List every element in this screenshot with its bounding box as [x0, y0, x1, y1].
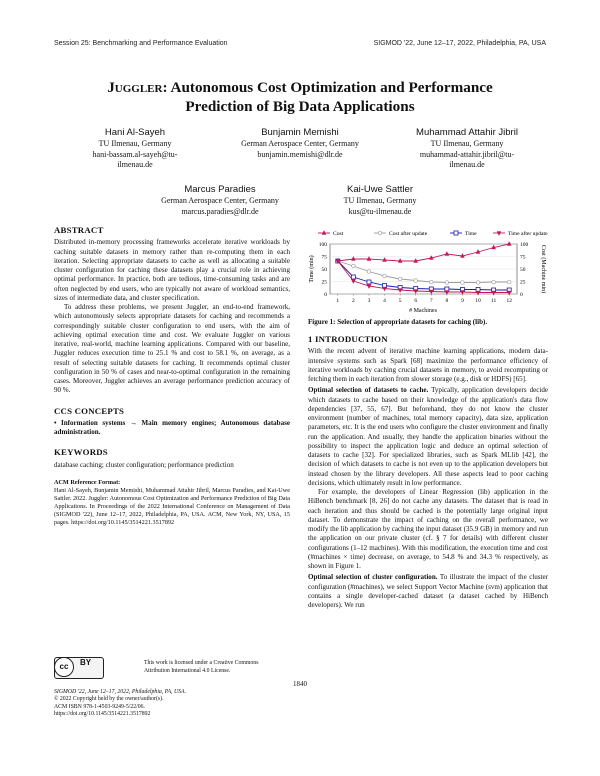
author-name: Muhammad Attahir Jibril	[416, 127, 518, 138]
author-block	[70, 127, 200, 171]
data-point	[454, 231, 458, 235]
x-tick-label: 10	[475, 298, 481, 304]
x-tick-label: 9	[461, 298, 464, 304]
legend-label: Cost after update	[389, 231, 428, 237]
author-email: kus@tu-ilmenau.de	[348, 206, 412, 216]
y-axis-label-left: Time (min)	[309, 255, 315, 283]
legend-item	[493, 230, 548, 237]
data-point	[352, 264, 356, 268]
copyright-line: ACM ISBN 978-1-4503-9249-5/22/06.	[54, 703, 145, 710]
y-axis-label-right: Cost (Machine min)	[540, 244, 546, 294]
series-cost-after-update	[336, 259, 511, 284]
data-point	[367, 270, 371, 274]
running-header-right: SIGMOD '22, June 12–17, 2022, Philadelphia, PA, USA	[373, 40, 546, 47]
intro-paragraph	[308, 386, 548, 488]
legend-item	[450, 231, 477, 237]
copyright-line: © 2022 Copyright held by the owner/author(s).	[54, 696, 164, 703]
author-block	[210, 127, 390, 160]
data-point	[429, 280, 433, 284]
series-line	[338, 261, 509, 293]
data-point	[398, 277, 402, 281]
intro-paragraph	[308, 573, 548, 610]
license-text	[144, 660, 294, 675]
ccs-text: • Information systems → Main memory engines; Autonomous database administration.	[54, 418, 290, 436]
y-tick-label-left: 100	[318, 242, 327, 248]
y-tick-label-right: 25	[520, 279, 526, 286]
legend-label: Time	[465, 231, 477, 237]
y-tick-label-left: 75	[321, 254, 327, 261]
data-point	[414, 290, 418, 294]
series-line	[338, 261, 509, 283]
legend-label: Time after update	[508, 231, 548, 237]
author-email-cont: ilmenau.de	[117, 160, 153, 169]
right-column	[308, 335, 548, 610]
page-number: 1840	[293, 680, 307, 688]
author-affiliation: TU Ilmenau, Germany	[343, 196, 417, 205]
series-cost	[336, 242, 511, 263]
figure-chart	[308, 226, 548, 316]
cc-by-label: BY	[80, 658, 92, 667]
author-name: Marcus Paradies	[184, 184, 256, 195]
left-column	[54, 226, 290, 527]
series-line	[338, 244, 509, 261]
x-tick-label: 2	[352, 298, 355, 304]
acm-ref-text: Hani Al-Sayeh, Bunjamin Memishi, Muhammad Attahir Jibril, Marcus Paradies, and Kai-Uwe Sattler. 2022. Juggler: Autonomous Cost Optimization and Performance Prediction of Big Data Applications. In Proceedings of the 2022 International Conference on Management of Data (SIGMOD '22), June 12–17, 2022, Philadelphia, PA, USA. ACM, New York, NY, USA, 15 pages. https://doi.org/10.1145/3514221.3517892	[54, 486, 290, 527]
data-point	[445, 252, 449, 256]
y-tick-label-right: 100	[520, 242, 529, 248]
data-point	[414, 279, 418, 283]
copyright-block	[54, 689, 290, 719]
license-line: Attribution International 4.0 License.	[144, 667, 231, 674]
chart-legend	[318, 230, 548, 237]
data-point	[507, 242, 511, 246]
x-tick-label: 7	[429, 298, 433, 304]
license-line: This work is licensed under a Creative Commons	[144, 660, 259, 666]
author-block	[300, 184, 460, 217]
cc-icon: cc	[54, 657, 74, 677]
acm-ref-heading: ACM Reference Format:	[54, 478, 121, 486]
legend-item	[318, 231, 344, 238]
chart-ticks	[319, 242, 529, 304]
x-tick-label: 5	[398, 298, 402, 304]
y-tick-label-right: 50	[520, 267, 526, 273]
author-block	[125, 184, 315, 217]
x-tick-label: 6	[414, 298, 418, 304]
data-point	[492, 280, 496, 284]
data-point	[367, 257, 371, 261]
data-point	[378, 231, 382, 235]
x-tick-label: 12	[506, 298, 512, 304]
author-email-cont: ilmenau.de	[449, 160, 485, 169]
data-point	[351, 257, 355, 261]
system-name: Juggler	[107, 79, 163, 96]
x-tick-label: 1	[336, 298, 340, 304]
para-lead: Optimal selection of datasets to cache.	[308, 386, 429, 395]
figure-caption: Figure 1: Selection of appropriate datasets for caching (lib).	[308, 318, 488, 326]
y-tick-label-left: 25	[321, 279, 327, 286]
y-tick-label-right: 0	[520, 292, 523, 298]
keywords-text: database caching; cluster configuration; performance prediction	[54, 460, 234, 469]
intro-paragraph: For example, the developers of Linear Regression (lib) application in the HiBench benchmark [8, 26] do not cache any datasets. The dataset that is read in each iteration and thus should be cached is the potentially large original input dataset. To demonstrate the impact of caching on the overall performance, we modify the lib application by caching the input dataset (35.9 GB) in memory and run the application on our private cluster (cf. § 7 for details) with different cluster configurations (1–12 machines). With this modification, the execution time and cost (#machines × time) decrease, on average, to 54.8 % and 34.3 % respectively, as shown in Figure 1.	[308, 488, 548, 570]
y-tick-label-left: 0	[324, 292, 327, 298]
intro-paragraph: With the recent advent of iterative machine learning applications, modern data-intensive systems such as Spark [68] maximize the performance efficiency of iterative workloads by caching crucial datasets in memory, to avoid recomputing or fetching them in each iteration from slower storage (e.g., disk or HDFS) [65].	[308, 347, 548, 383]
data-point	[351, 275, 355, 279]
running-header-left: Session 25: Benchmarking and Performance Evaluation	[54, 40, 228, 47]
data-point	[429, 290, 433, 294]
author-name: Kai-Uwe Sattler	[347, 184, 413, 195]
series-line	[338, 261, 509, 290]
keywords-heading: KEYWORDS	[54, 447, 108, 458]
x-tick-label: 4	[383, 298, 386, 304]
doi-link[interactable]: https://doi.org/10.1145/3514221.3517892	[54, 711, 151, 718]
y-tick-label-right: 75	[520, 254, 526, 261]
para-lead: Optimal selection of cluster configuration.	[308, 573, 438, 582]
author-email: bunjamin.memishi@dlr.de	[257, 149, 343, 159]
data-point	[322, 231, 326, 235]
intro-heading: 1 INTRODUCTION	[308, 334, 388, 344]
data-point	[383, 274, 387, 278]
chart-series	[336, 242, 511, 296]
data-point	[461, 281, 465, 285]
legend-label: Cost	[333, 231, 344, 237]
data-point	[497, 232, 501, 236]
para-body: Typically, application developers decide which datasets to cache based on their knowledge of the application's data flow dependencies [37, 55, 67]. But beforehand, they do not know the cluster environment (number of machines, total memory capacity), data size, application parameters, etc. It is the end users who configure the cluster environment and finally run the application. And usually, they handle the application binaries without the possibility to inspect the application logic and deduce an optimal selection of datasets to cache [32]. For specialized libraries, such as Spark MLlib [42], the decision of which datasets to cache is not even up to the application developers but instead chosen by the library developers. All these aspects lead to poor caching decisions, which ultimately result in low performance.	[308, 386, 548, 487]
copyright-line: SIGMOD '22, June 12–17, 2022, Philadelphia, PA, USA.	[54, 689, 187, 695]
author-affiliation: TU Ilmenau, Germany	[98, 139, 172, 148]
data-point	[445, 281, 449, 285]
ccs-heading: CCS CONCEPTS	[54, 405, 125, 416]
author-block	[392, 127, 542, 171]
abstract-paragraph: Distributed in-memory processing frameworks accelerate iterative workloads by caching suitable datasets in memory rather than re-computing them in each iteration. Selecting appropriate datasets to cache as well as allocating a suitable cluster configuration for caching these datasets play a crucial role in achieving optimal performance. In practice, both are tedious, time-consuming tasks and are often neglected by end users, who are typically not aware of workload semantics, sizes of intermediate data, and cluster specification.	[54, 238, 290, 302]
abstract-paragraph: To address these problems, we present Juggler, an end-to-end framework, which autonomously selects appropriate datasets for caching and recommends a correspondingly suitable cluster configuration to end users, with the aim of achieving optimal execution time and cost. We evaluate Juggler on various iterative, real-world, machine learning applications. Compared with our baseline, Juggler reduces execution time to 25.1 % and cost to 58.1 %, on average, as a result of selecting suitable datasets for caching. It recommends optimal cluster configuration in 50 % of cases and near-to-optimal configuration in the remaining cases. Moreover, Juggler achieves an average performance prediction accuracy of 90 %.	[54, 303, 290, 395]
author-affiliation: TU Ilmenau, Germany	[430, 139, 504, 148]
author-name: Bunjamin Memishi	[261, 127, 339, 138]
title-line1: : Autonomous Cost Optimization and Performance	[162, 79, 493, 96]
x-tick-label: 8	[445, 298, 449, 304]
author-email: marcus.paradies@dlr.de	[181, 206, 259, 216]
title-line2: Prediction of Big Data Applications	[185, 98, 415, 115]
chart-grid	[330, 244, 517, 294]
legend-item	[374, 230, 428, 237]
paper-title	[40, 78, 560, 116]
x-axis-label: # Machines	[409, 308, 437, 314]
author-name: Hani Al-Sayeh	[104, 127, 166, 138]
author-affiliation: German Aerospace Center, Germany	[161, 196, 279, 205]
abstract-heading: ABSTRACT	[54, 225, 104, 235]
author-email: hani-bassam.al-sayeh@tu-	[92, 149, 178, 159]
author-email: muhammad-attahir.jibril@tu-	[419, 149, 515, 159]
data-point	[476, 281, 480, 285]
x-tick-label: 3	[367, 298, 371, 304]
x-tick-label: 11	[490, 298, 497, 304]
series-time	[336, 259, 511, 292]
y-tick-label-left: 50	[321, 267, 327, 273]
data-point	[367, 280, 371, 284]
data-point	[507, 280, 511, 284]
para-body: To illustrate the impact of the cluster configuration (#machines), we select Support Vector Machine (svm) application that contains a single developer-cached dataset (a dataset cached by HiBench developers). We run	[308, 573, 548, 609]
author-affiliation: German Aerospace Center, Germany	[241, 139, 359, 148]
